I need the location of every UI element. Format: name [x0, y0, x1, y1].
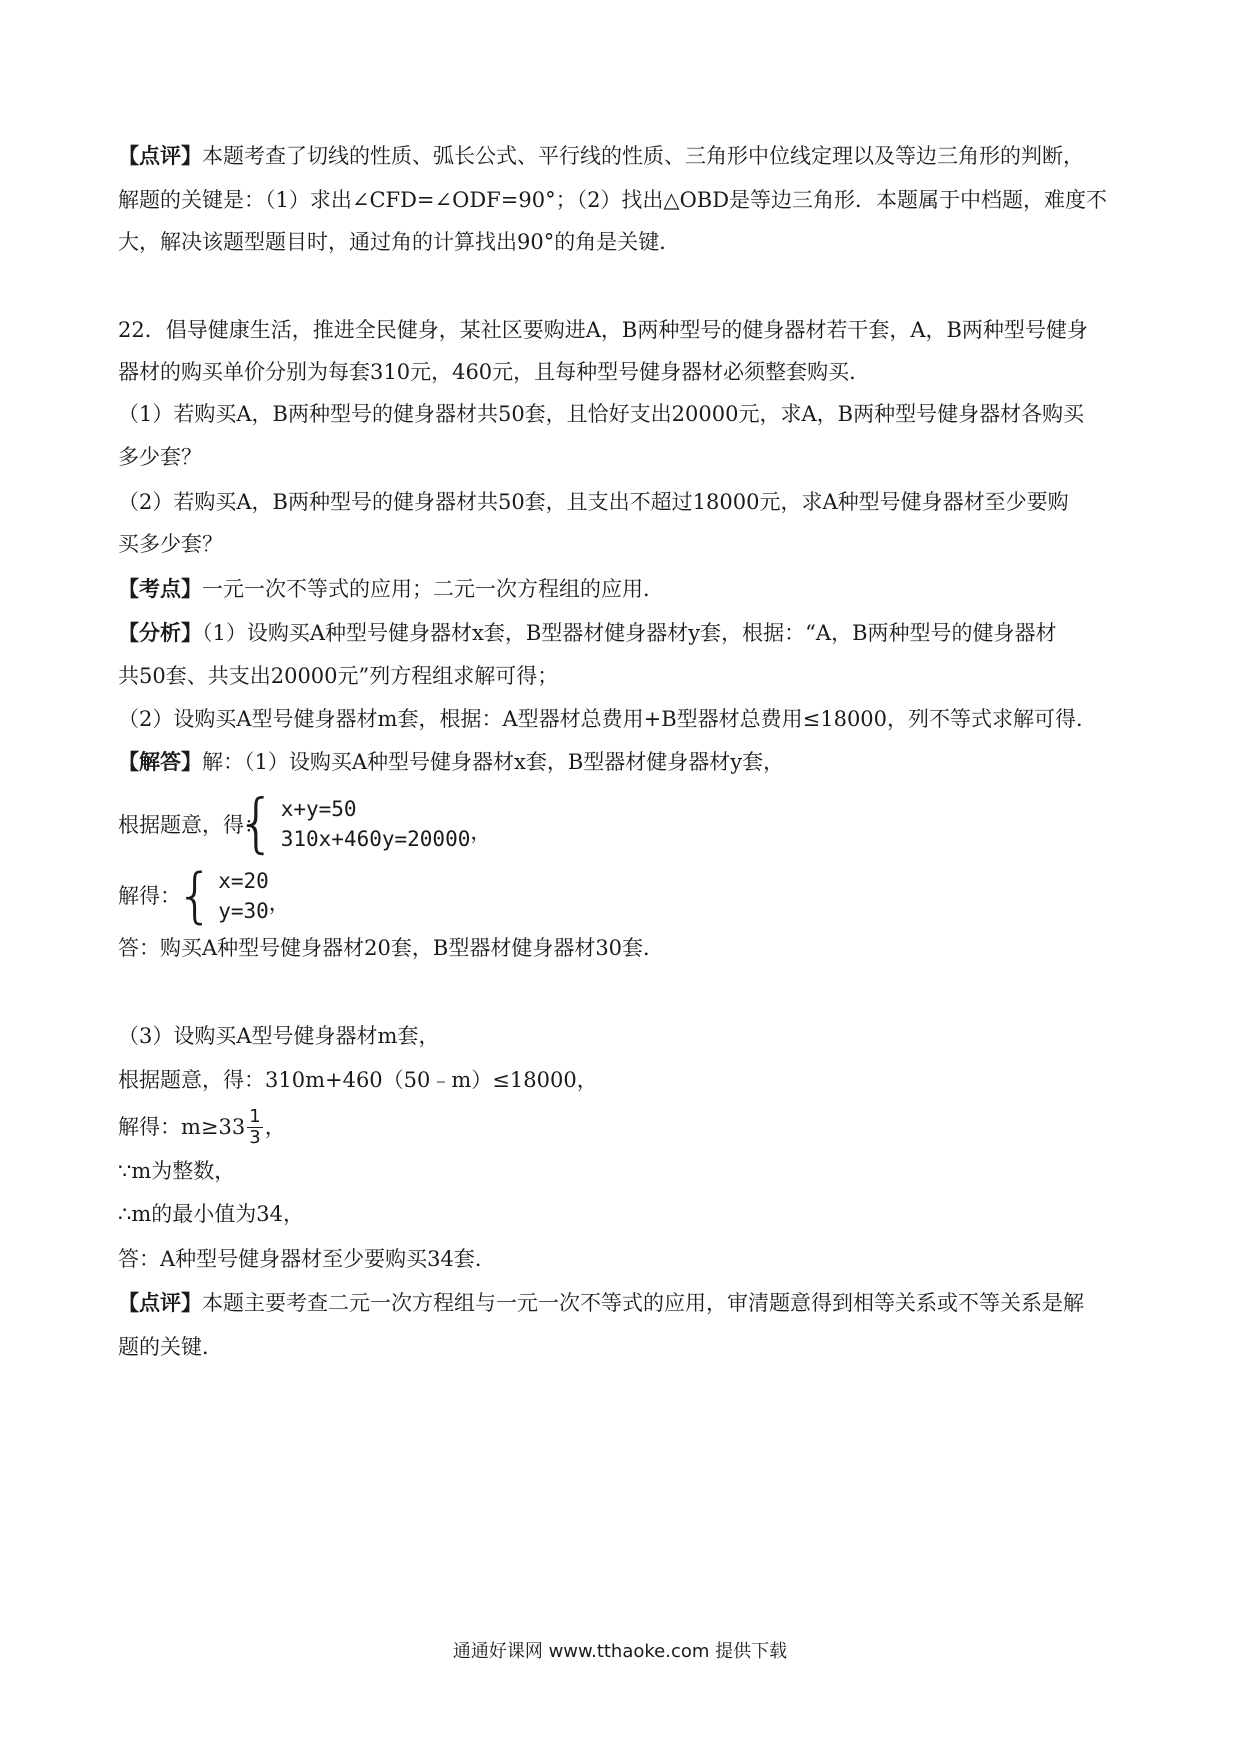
text: 本题考查了切线的性质、弧长公式、平行线的性质、三角形中位线定理以及等边三角形的判断，	[202, 144, 1084, 168]
question-2-line-2: 买多少套？	[118, 532, 223, 556]
comma: ，	[470, 820, 492, 844]
review-tag: 【点评】	[118, 143, 202, 168]
equation-system	[236, 787, 492, 861]
solution-x: x=20	[218, 869, 269, 893]
comma: ，	[264, 1115, 286, 1139]
left-brace-icon: {	[176, 861, 215, 931]
left-brace-icon: {	[236, 787, 277, 861]
kaodian-line	[118, 575, 664, 603]
equation-1: x+y=50	[280, 797, 357, 821]
page-footer: 通通好课网 www.tthaoke.com 提供下载	[452, 1641, 788, 1662]
problem-line-1: 22．倡导健康生活，推进全民健身，某社区要购进A，B两种型号的健身器材若干套，A，B两种型号健身	[118, 318, 1088, 342]
problem-line-2: 器材的购买单价分别为每套310元，460元，且每种型号健身器材必须整套购买．	[118, 360, 871, 384]
fraction-one-third	[247, 1107, 262, 1148]
fraction-denominator: 3	[249, 1126, 261, 1148]
kaodian-tag: 【考点】	[118, 576, 202, 601]
solution-3-text: 解得：m≥33	[118, 1115, 246, 1139]
review-tag: 【点评】	[118, 1290, 202, 1315]
equation-2: 310x+460y=20000	[280, 827, 471, 851]
review-prev-line-1	[118, 142, 1084, 170]
answer-2-line: 答：A种型号健身器材至少要购买34套．	[118, 1247, 496, 1271]
answer-line-1	[118, 748, 784, 776]
question-2-line-1: （2）若购买A，B两种型号的健身器材共50套，且支出不超过18000元，求A种型号健身器材至少要购	[118, 490, 1069, 514]
part-3-line: （3）设购买A型号健身器材m套，	[118, 1024, 440, 1048]
solution-label: 解得：	[118, 884, 181, 908]
solution-3-line	[118, 1104, 286, 1150]
review-line-1	[118, 1289, 1084, 1317]
review-prev-line-3: 大，解决该题型题目时，通过角的计算找出90°的角是关键．	[118, 230, 681, 254]
text: 解：（1）设购买A种型号健身器材x套，B型器材健身器材y套，	[202, 750, 785, 774]
question-1-line-2: 多少套？	[118, 445, 202, 469]
fraction-numerator: 1	[249, 1105, 261, 1127]
text: （1）设购买A种型号健身器材x套，B型器材健身器材y套，根据：“A，B两种型号的健身器材	[202, 621, 1057, 645]
solution-rows	[218, 866, 269, 926]
because-line: ∵m为整数，	[118, 1159, 236, 1183]
text: 一元一次不等式的应用；二元一次方程组的应用．	[202, 577, 664, 601]
analysis-line-2: 共50套、共支出20000元”列方程组求解可得；	[118, 664, 559, 688]
analysis-tag: 【分析】	[118, 620, 202, 645]
review-prev-line-2: 解题的关键是：（1）求出∠CFD=∠ODF=90°；（2）找出△OBD是等边三角形．本题属于中档题，难度不	[118, 188, 1108, 212]
answer-tag: 【解答】	[118, 749, 202, 774]
analysis-line-3: （2）设购买A型号健身器材m套，根据：A型器材总费用+B型器材总费用≤18000，列不等式求解可得．	[118, 707, 1098, 731]
text: 本题主要考查二元一次方程组与一元一次不等式的应用，审清题意得到相等关系或不等关系是解	[202, 1291, 1084, 1315]
review-line-2: 题的关键．	[118, 1335, 223, 1359]
solution-system	[176, 861, 290, 931]
solution-y: y=30	[218, 899, 269, 923]
analysis-line-1	[118, 619, 1057, 647]
answer-1-line: 答：购买A种型号健身器材20套，B型器材健身器材30套．	[118, 936, 665, 960]
system-label: 根据题意，得：	[118, 813, 265, 837]
inequality-line: 根据题意，得：310m+460（50﹣m）≤18000，	[118, 1068, 598, 1092]
question-1-line-1: （1）若购买A，B两种型号的健身器材共50套，且恰好支出20000元，求A，B两种型号健身器材各购买	[118, 402, 1085, 426]
therefore-line: ∴m的最小值为34，	[118, 1202, 304, 1226]
comma: ，	[268, 891, 290, 915]
equation-rows	[281, 794, 471, 854]
